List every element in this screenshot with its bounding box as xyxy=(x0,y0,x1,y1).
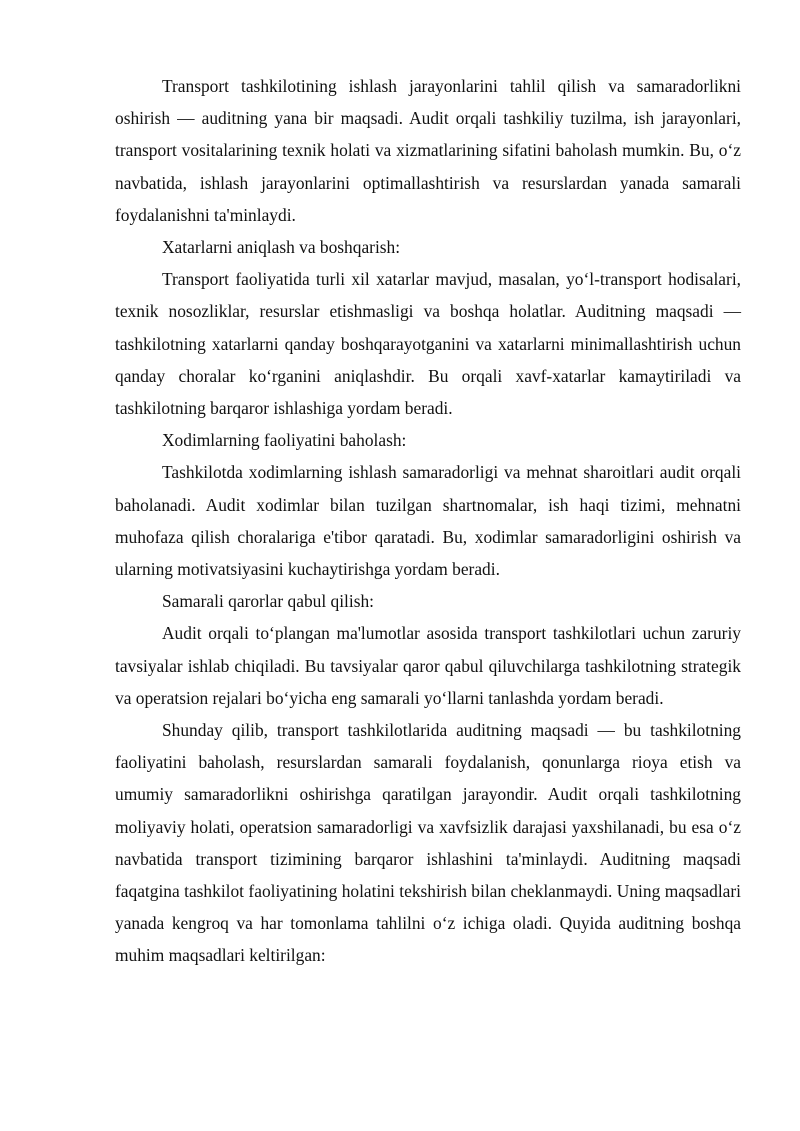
paragraph-risk-management: Transport faoliyatida turli xil xatarlar mavjud, masalan, yo‘l-transport hodisalari, texnik nosozliklar, resurslar etishmasligi va boshqa holatlar. Auditning maqsadi — tashkilotning xatarlarni qanday boshqarayotganini va xatarlarni minimallashtirish uchun qanday choralar ko‘rganini aniqlashdir. Bu orqali xavf-xatarlar kamaytiriladi va tashkilotning barqaror ishlashiga yordam beradi. xyxy=(115,269,741,419)
paragraph-staff-evaluation: Tashkilotda xodimlarning ishlash samaradorligi va mehnat sharoitlari audit orqali baholanadi. Audit xodimlar bilan tuzilgan shartnomalar, ish haqi tizimi, mehnatni muhofaza qilish choralariga e'tibor qaratadi. Bu, xodimlar samaradorligini oshirish va ularning motivatsiyasini kuchaytirishga yordam beradi. xyxy=(115,462,741,580)
heading-risk-management: Xatarlarni aniqlash va boshqarish: xyxy=(162,237,401,258)
heading-staff-evaluation: Xodimlarning faoliyatini baholash: xyxy=(162,430,407,451)
paragraph-optimization: Transport tashkilotining ishlash jarayonlarini tahlil qilish va samaradorlikni oshirish — auditning yana bir maqsadi. Audit orqali tashkiliy tuzilma, ish jarayonlari, transport vositalarining texnik holati va xizmatlarining sifatini baholash mumkin. Bu, o‘z navbatida, ishlash jarayonlarini optimallashtirish va resurslardan yanada samarali foydalanishni ta'minlaydi. xyxy=(115,76,741,225)
paragraph-decision-making: Audit orqali to‘plangan ma'lumotlar asosida transport tashkilotlari uchun zaruriy tavsiyalar ishlab chiqiladi. Bu tavsiyalar qaror qabul qiluvchilarga tashkilotning strategik va operatsion rejalari bo‘yicha eng samarali yo‘llarni tanlashda yordam beradi. xyxy=(115,623,741,708)
heading-decision-making: Samarali qarorlar qabul qilish: xyxy=(162,591,375,612)
paragraph-conclusion: Shunday qilib, transport tashkilotlarida auditning maqsadi — bu tashkilotning faoliyatini baholash, resurslardan samarali foydalanish, qonunlarga rioya etish va umumiy samaradorlikni oshirishga qaratilgan jarayondir. Audit orqali tashkilotning moliyaviy holati, operatsion samaradorligi va xavfsizlik darajasi yaxshilanadi, bu esa o‘z navbatida transport tizimining barqaror ishlashini ta'minlaydi. Auditning maqsadi faqatgina tashkilot faoliyatining holatini tekshirish bilan cheklanmaydi. Uning maqsadlari yanada kengroq va har tomonlama tahlilni o‘z ichiga oladi. Quyida auditning boshqa muhim maqsadlari keltirilgan: xyxy=(115,720,741,966)
document-page xyxy=(115,70,741,972)
